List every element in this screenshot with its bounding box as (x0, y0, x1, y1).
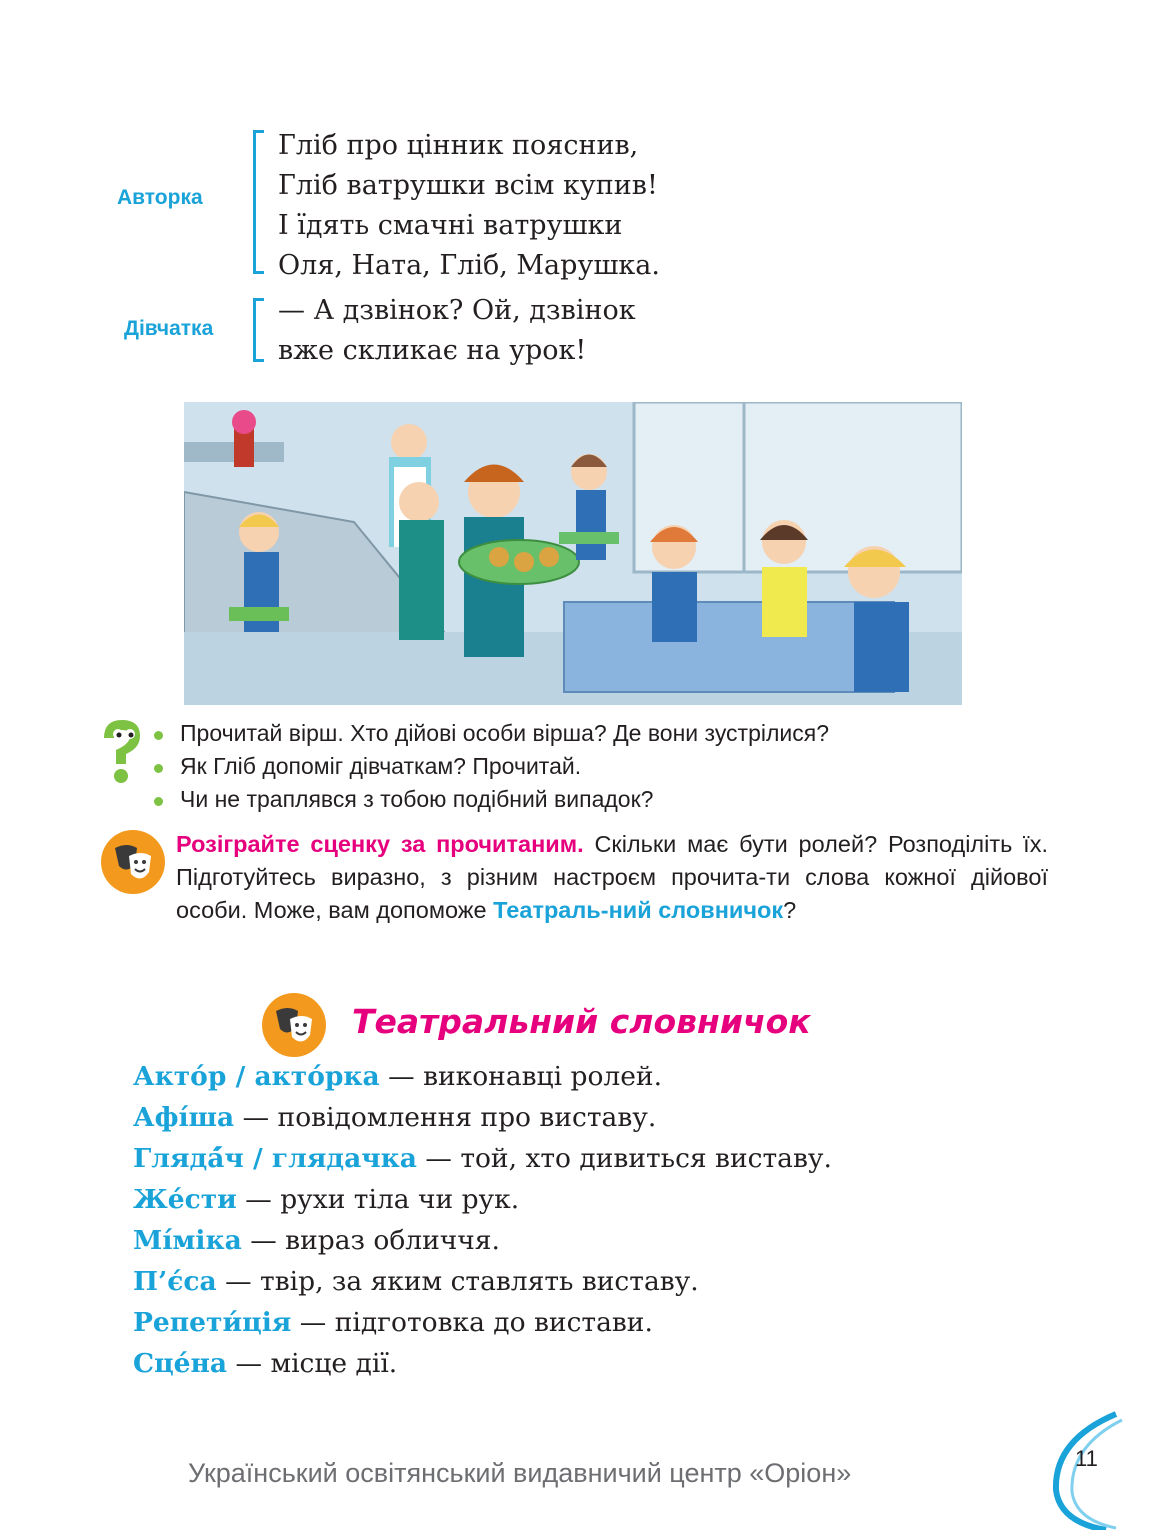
question-item: Як Гліб допоміг дівчаткам? Прочитай. (150, 750, 829, 783)
dictionary-title: Театральний словничок (352, 1002, 811, 1041)
dictionary-term: Репети́ція (133, 1307, 292, 1338)
dictionary-entry (133, 1056, 832, 1097)
poem-line: І їдять смачні ватрушки (278, 210, 623, 241)
school-canteen-illustration (184, 402, 962, 705)
speaker-label-girls: Дівчатка (124, 317, 214, 340)
task-text (176, 828, 1048, 927)
dialogue-bracket (253, 130, 264, 274)
dictionary-term: Глядá́ч / глядачка (133, 1143, 417, 1174)
dictionary-definition: — підготовка до вистави. (291, 1307, 653, 1338)
dictionary-entry (133, 1261, 832, 1302)
task-end: ? (783, 897, 797, 923)
page-corner-arc (1046, 1410, 1162, 1530)
dictionary-term: П’є́са (133, 1266, 217, 1297)
poem-line: Гліб ватрушки всім купив! (278, 170, 658, 201)
dictionary-definition: — той, хто дивиться виставу. (416, 1143, 832, 1174)
question-item: Чи не траплявся з тобою подібний випадок? (150, 783, 829, 816)
question-list (150, 717, 829, 816)
poem-line: — А дзвінок? Ой, дзвінок (278, 295, 636, 326)
dictionary-entry (133, 1097, 832, 1138)
task-highlight: Розіграйте сценку за прочитаним. (176, 831, 584, 857)
dictionary-entry (133, 1302, 832, 1343)
task-body: Скільки має бути ролей? Розподіліть їх. Підготуйтесь виразно, з різним настроєм прочита-ти слова кожної дійової особи. Може, вам допоможе (176, 831, 1048, 923)
dictionary-definition: — твір, за яким ставлять виставу. (216, 1266, 699, 1297)
dictionary-list (133, 1056, 832, 1384)
publisher-footer: Український освітянський видавничий центр «Оріон» (188, 1458, 852, 1488)
dictionary-entry (133, 1220, 832, 1261)
theatre-masks-icon (101, 830, 165, 894)
dictionary-definition: — виконавці ролей. (379, 1061, 663, 1092)
question-item: Прочитай вірш. Хто дійові особи вірша? Де вони зустрілися? (150, 717, 829, 750)
dictionary-definition: — вираз обличчя. (241, 1225, 500, 1256)
dictionary-term: Мі́міка (133, 1225, 242, 1256)
poem-line: вже скликає на урок! (278, 335, 587, 366)
dictionary-definition: — повідомлення про виставу. (234, 1102, 657, 1133)
speaker-label-author: Авторка (117, 186, 203, 209)
dictionary-entry (133, 1179, 832, 1220)
dictionary-term: Сце́на (133, 1348, 228, 1379)
poem-stanza-author (278, 126, 660, 286)
dictionary-term: Афі́ша (133, 1102, 235, 1133)
poem-line: Гліб про цінник пояснив, (278, 130, 639, 161)
dictionary-definition: — рухи тіла чи рук. (236, 1184, 520, 1215)
page-number: 11 (1075, 1446, 1098, 1471)
dictionary-entry (133, 1343, 832, 1384)
poem-stanza-girls (278, 291, 636, 371)
question-mark-icon (96, 718, 146, 784)
dictionary-term: Же́сти (133, 1184, 237, 1215)
dictionary-definition: — місце дії. (227, 1348, 398, 1379)
dialogue-bracket (253, 298, 264, 362)
dictionary-link[interactable]: Театраль-ний словничок (493, 897, 784, 923)
poem-line: Оля, Ната, Гліб, Марушка. (278, 250, 660, 281)
dictionary-entry (133, 1138, 832, 1179)
theatre-masks-icon (262, 993, 326, 1057)
dictionary-term: Акто́р / акто́рка (133, 1061, 380, 1092)
